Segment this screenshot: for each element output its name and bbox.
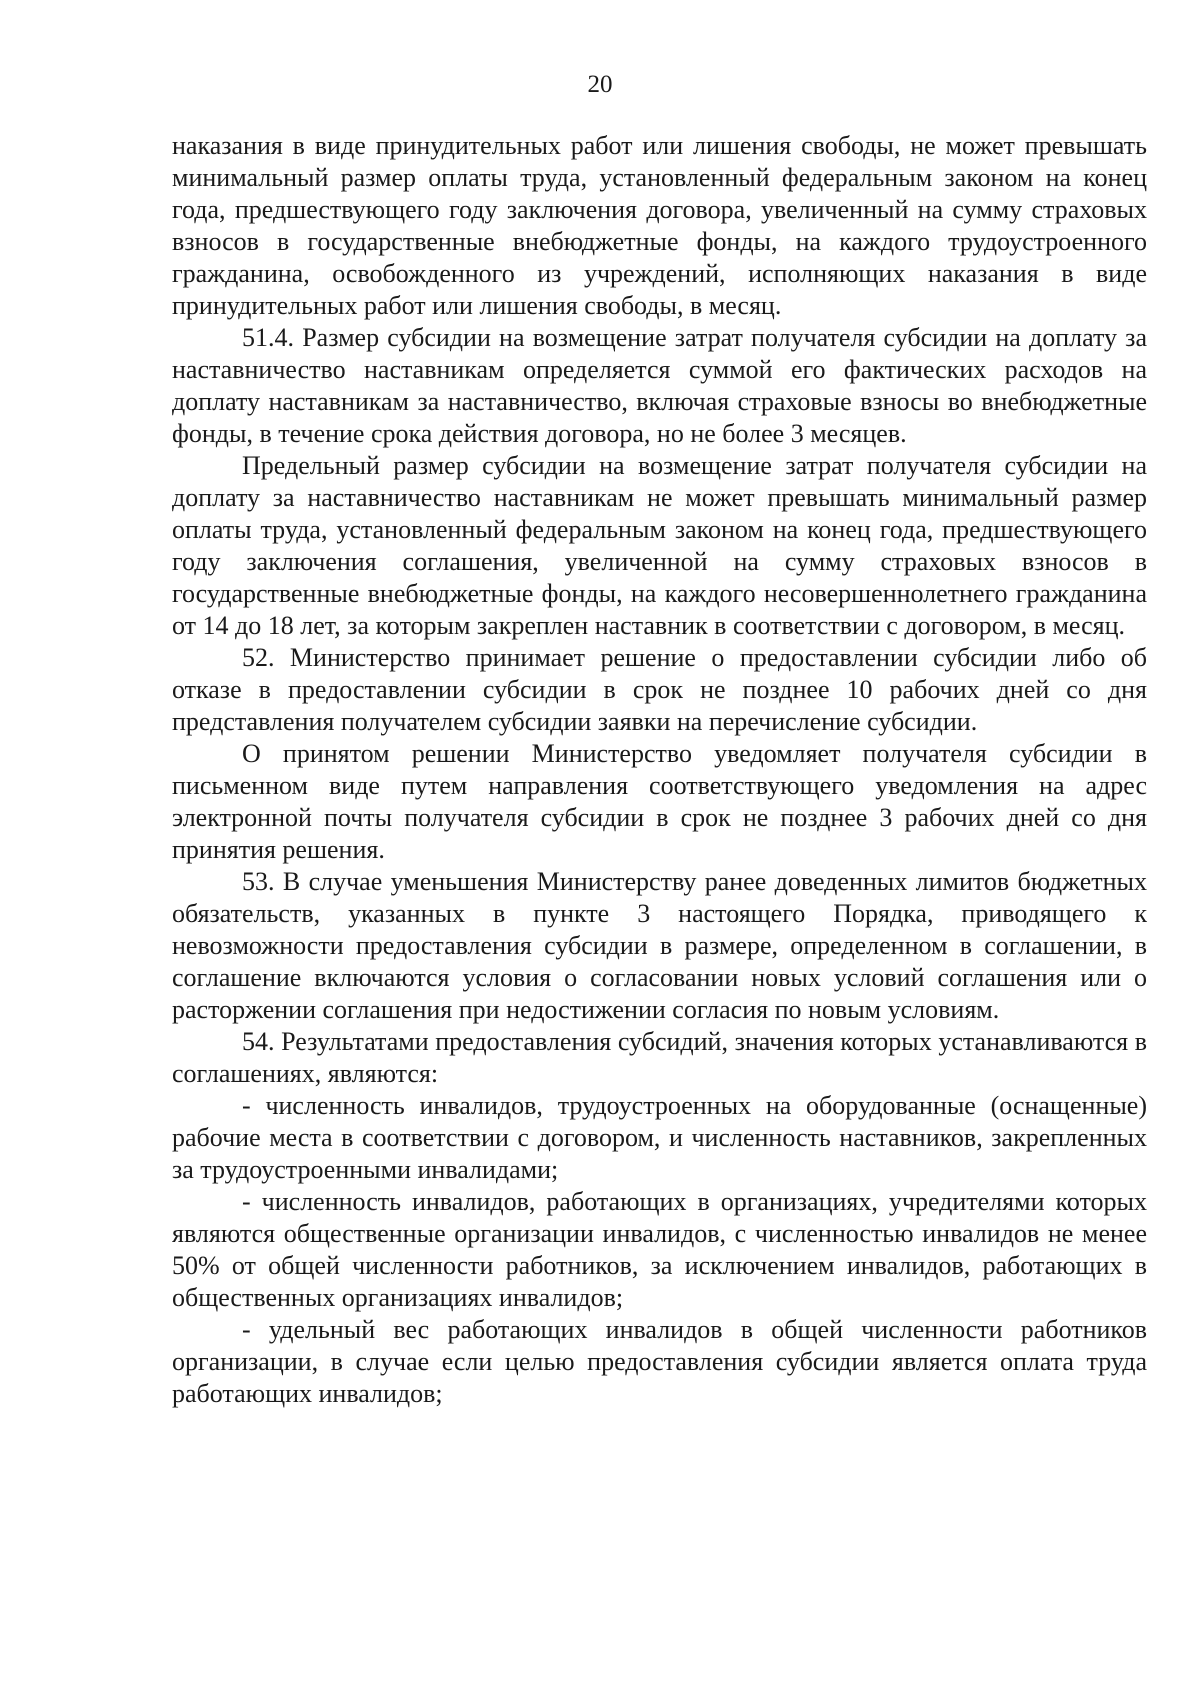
paragraph: 52. Министерство принимает решение о предоставлении субсидии либо об отказе в предоставлении субсидии в срок не позднее 10 рабочих дней со дня представления получателем субсидии заявки на перечисление субсидии. — [172, 643, 1147, 736]
list-item: - численность инвалидов, работающих в организациях, учредителями которых являются общественные организации инвалидов, с численностью инвалидов не менее 50% от общей численности работников, за исключением инвалидов, работающих в общественных организациях инвалидов; — [172, 1187, 1147, 1312]
paragraph: Предельный размер субсидии на возмещение затрат получателя субсидии на доплату за наставничество наставникам не может превышать минимальный размер оплаты труда, установленный федеральным законом на конец года, предшествующего году заключения соглашения, увеличенной на сумму страховых взносов в государственные внебюджетные фонды, на каждого несовершеннолетнего гражданина от 14 до 18 лет, за которым закреплен наставник в соответствии с договором, в месяц. — [172, 451, 1147, 640]
list-item: - удельный вес работающих инвалидов в общей численности работников организации, в случае если целью предоставления субсидии является оплата труда работающих инвалидов; — [172, 1315, 1147, 1408]
paragraph: 54. Результатами предоставления субсидий, значения которых устанавливаются в соглашениях, являются: — [172, 1027, 1147, 1088]
page-number: 20 — [587, 71, 613, 98]
paragraph: О принятом решении Министерство уведомляет получателя субсидии в письменном виде путем направления соответствующего уведомления на адрес электронной почты получателя субсидии в срок не позднее 3 рабочих дней со дня принятия решения. — [172, 739, 1147, 864]
list-item: - численность инвалидов, трудоустроенных на оборудованные (оснащенные) рабочие места в соответствии с договором, и численность наставников, закрепленных за трудоустроенными инвалидами; — [172, 1091, 1147, 1184]
document-body — [172, 130, 1147, 1410]
paragraph: наказания в виде принудительных работ или лишения свободы, не может превышать минимальный размер оплаты труда, установленный федеральным законом на конец года, предшествующего году заключения договора, увеличенный на сумму страховых взносов в государственные внебюджетные фонды, на каждого трудоустроенного гражданина, освобожденного из учреждений, исполняющих наказания в виде принудительных работ или лишения свободы, в месяц. — [172, 131, 1147, 320]
paragraph: 53. В случае уменьшения Министерству ранее доведенных лимитов бюджетных обязательств, указанных в пункте 3 настоящего Порядка, приводящего к невозможности предоставления субсидии в размере, определенном в соглашении, в соглашение включаются условия о согласовании новых условий соглашения или о расторжении соглашения при недостижении согласия по новым условиям. — [172, 867, 1147, 1024]
paragraph: 51.4. Размер субсидии на возмещение затрат получателя субсидии на доплату за наставничество наставникам определяется суммой его фактических расходов на доплату наставникам за наставничество, включая страховые взносы во внебюджетные фонды, в течение срока действия договора, но не более 3 месяцев. — [172, 323, 1147, 448]
